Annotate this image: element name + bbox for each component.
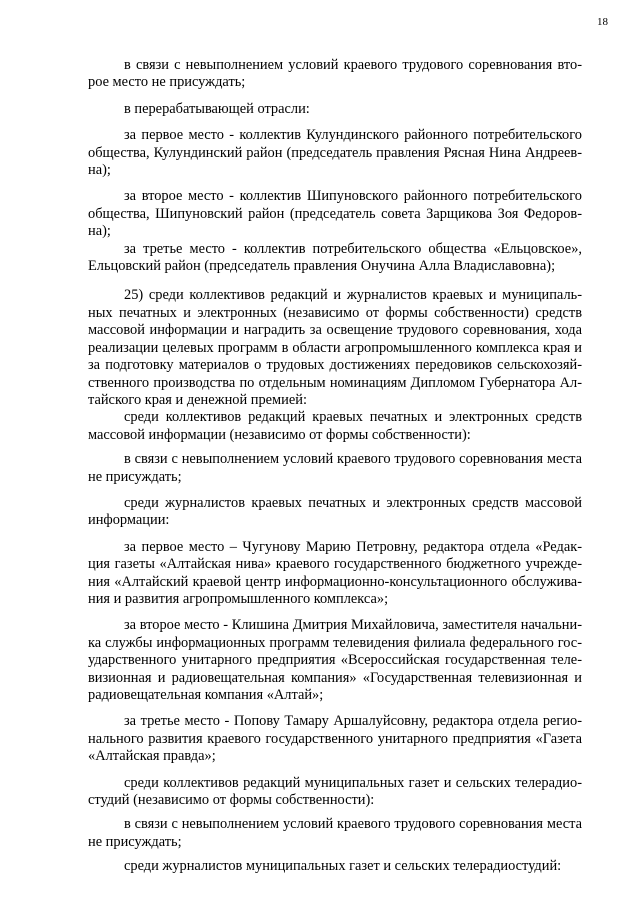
paragraph-second-place-shipunovo: за второе место - коллектив Шипуновского районного потребительского общества, Шипуновский район (председатель совета Зарщикова Зоя Федоровна); xyxy=(88,188,582,240)
document-body xyxy=(88,57,582,876)
page-number: 18 xyxy=(597,16,608,28)
paragraph-municipal-journalists: среди журналистов муниципальных газет и сельских телерадиостудий: xyxy=(124,858,562,875)
paragraph-first-place-kulunda: за первое место - коллектив Кулундинского районного потребительского общества, Кулундинский район (председатель правления Рясная Нина Андреевна); xyxy=(88,127,582,179)
paragraph-places-not-awarded-1: в связи с невыполнением условий краевого трудового соревнования места не присуждать; xyxy=(88,451,582,485)
paragraph-regional-media-journalists: среди журналистов краевых печатных и электронных средств массовой информации: xyxy=(88,494,582,529)
paragraph-municipal-editorial-teams: среди коллективов редакций муниципальных газет и сельских телерадиостудий (независимо от формы собственности): xyxy=(88,774,582,809)
paragraph-third-place-popova: за третье место - Попову Тамару Аршалуйсовну, редактора отдела регионального развития краевого государственного унитарного предприятия «Газета «Алтайская правда»; xyxy=(88,713,582,765)
paragraph-places-not-awarded-2: в связи с невыполнением условий краевого трудового соревнования места не присуждать; xyxy=(88,816,582,850)
paragraph-first-place-chugunova: за первое место – Чугунову Марию Петровну, редактора отдела «Редакция газеты «Алтайская нива» краевого государственного бюджетного учреждения «Алтайский краевой центр информационно-консультационного обслуживания и развития агропромышленного комплекса»; xyxy=(88,538,582,607)
paragraph-processing-industry-heading: в перерабатывающей отрасли: xyxy=(124,100,310,117)
paragraph-item-25-media: 25) среди коллективов редакций и журналистов краевых и муниципальных печатных и электронных (независимо от формы собственности) средств массовой информации и наградить за освещение трудового соревнования, хода реализации целевых программ в области агропромышленного комплекса края и за подготовку материалов о трудовых достижениях передовиков сельскохозяйственного производства по отдельным номинациям Дипломом Губернатора Алтайского края и денежной премией: xyxy=(88,287,582,408)
paragraph-third-place-eltsovka: за третье место - коллектив потребительского общества «Ельцовское», Ельцовский район (председатель правления Онучина Алла Владиславовна); xyxy=(88,240,582,275)
paragraph-second-place-klishin: за второе место - Клишина Дмитрия Михайловича, заместителя начальника службы информационных программ телевидения филиала федерального государственного унитарного предприятия «Всероссийская государственная телевизионная и радиовещательная компания» «Государственная телевизионная и радиовещательная компания «Алтай»; xyxy=(88,617,582,703)
paragraph-regional-media-editorial-teams: среди коллективов редакций краевых печатных и электронных средств массовой информации (независимо от формы собственности): xyxy=(88,409,582,443)
paragraph-second-place-not-awarded: в связи с невыполнением условий краевого трудового соревнования второе место не присуждать; xyxy=(88,57,582,91)
